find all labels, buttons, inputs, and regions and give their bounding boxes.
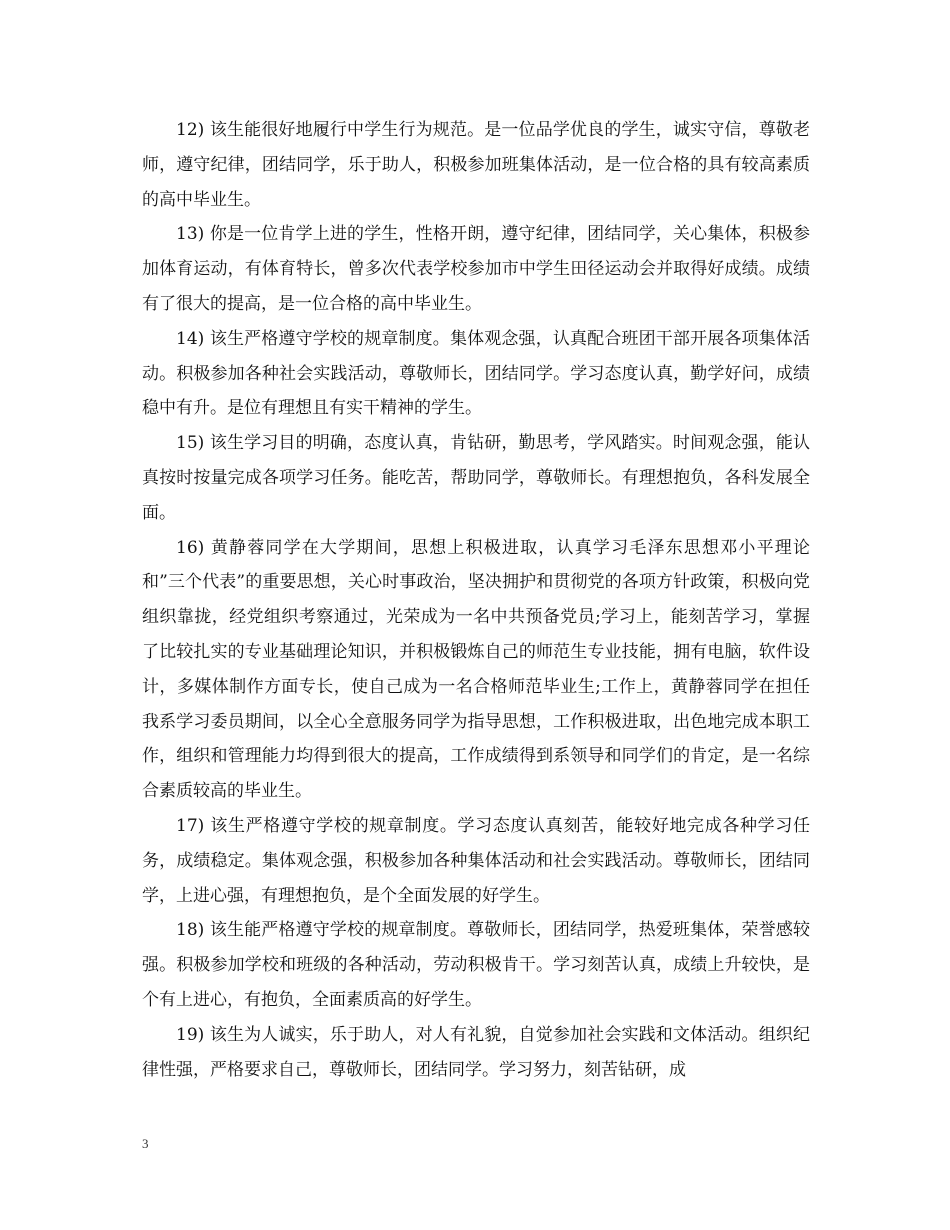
paragraph-14: 14) 该生严格遵守学校的规章制度。集体观念强，认真配合班团干部开展各项集体活动。积极参加各种社会实践活动，尊敬师长，团结同学。学习态度认真，勤学好问，成绩稳中有升。是位有理想且有实干精神的学生。 (142, 328, 810, 419)
paragraph-17: 17) 该生严格遵守学校的规章制度。学习态度认真刻苦，能较好地完成各种学习任务，成绩稳定。集体观念强，积极参加各种集体活动和社会实践活动。尊敬师长，团结同学，上进心强，有理想抱负，是个全面发展的好学生。 (142, 815, 810, 906)
page-number: 3 (142, 1136, 149, 1151)
paragraph-19: 19) 该生为人诚实，乐于助人，对人有礼貌，自觉参加社会实践和文体活动。组织纪律性强，严格要求自己，尊敬师长，团结同学。学习努力，刻苦钻研，成 (142, 1024, 810, 1080)
document-body (142, 113, 810, 1087)
paragraph-13: 13) 你是一位肯学上进的学生，性格开朗，遵守纪律，团结同学，关心集体，积极参加体育运动，有体育特长，曾多次代表学校参加市中学生田径运动会并取得好成绩。成绩有了很大的提高，是一位合格的高中毕业生。 (142, 224, 810, 314)
paragraph-12: 12) 该生能很好地履行中学生行为规范。是一位品学优良的学生，诚实守信，尊敬老师，遵守纪律，团结同学，乐于助人，积极参加班集体活动，是一位合格的具有较高素质的高中毕业生。 (142, 120, 810, 210)
paragraph-18: 18) 该生能严格遵守学校的规章制度。尊敬师长，团结同学，热爱班集体，荣誉感较强。积极参加学校和班级的各种活动，劳动积极肯干。学习刻苦认真，成绩上升较快，是个有上进心，有抱负，全面素质高的好学生。 (142, 920, 810, 1010)
paragraph-15: 15) 该生学习目的明确，态度认真，肯钻研，勤思考，学风踏实。时间观念强，能认真按时按量完成各项学习任务。能吃苦，帮助同学，尊敬师长。有理想抱负，各科发展全面。 (142, 433, 810, 523)
paragraph-16: 16) 黄静蓉同学在大学期间，思想上积极进取，认真学习毛泽东思想邓小平理论和”三个代表”的重要思想，关心时事政治，坚决拥护和贯彻党的各项方针政策，积极向党组织靠拢，经党组织考察通过，光荣成为一名中共预备党员;学习上，能刻苦学习，掌握了比较扎实的专业基础理论知识，并积极锻炼自己的师范生专业技能，拥有电脑，软件设计，多媒体制作方面专长，使自己成为一名合格师范毕业生;工作上，黄静蓉同学在担任我系学习委员期间，以全心全意服务同学为指导思想，工作积极进取，出色地完成本职工作，组织和管理能力均得到很大的提高，工作成绩得到系领导和同学们的肯定，是一名综合素质较高的毕业生。 (142, 537, 810, 802)
